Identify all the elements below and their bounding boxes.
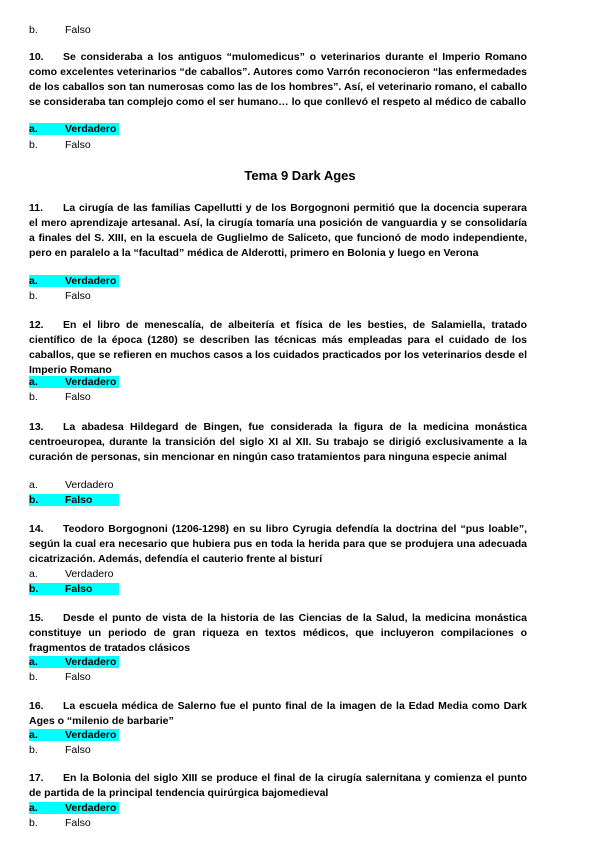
option-text: Verdadero: [65, 802, 117, 814]
question-16: [29, 699, 527, 729]
option-text: Falso: [65, 139, 91, 151]
answer-option-b: [29, 817, 91, 829]
option-text: Falso: [65, 391, 91, 403]
question-text: Se consideraba a los antiguos “mulomedicus” o veterinarios durante el Imperio Romano como excelentes veterinarios “de caballos”. Autores como Varrón reconocieron “las enfermedades de los caballos son tan numerosas como las de los hombres”. Así, el veterinario romano, el caballo se consideraba tan complejo como el ser humano… lo que conllevó el respeto al médico de caballo: [29, 51, 527, 108]
option-letter: b.: [29, 391, 38, 403]
option-letter: a.: [29, 376, 38, 388]
option-letter: a.: [29, 479, 38, 491]
option-letter: b.: [29, 817, 38, 829]
option-text: Falso: [65, 583, 93, 595]
answer-option-b-highlighted: [29, 583, 119, 595]
option-letter: b.: [29, 494, 39, 506]
option-text: Falso: [65, 671, 91, 683]
answer-option-a-highlighted: [29, 376, 119, 388]
answer-option-a-highlighted: [29, 729, 119, 741]
option-letter: a.: [29, 802, 38, 814]
answer-option-a-highlighted: [29, 656, 119, 668]
option-letter: b.: [29, 24, 38, 36]
option-text: Falso: [65, 744, 91, 756]
question-text: La cirugía de las familias Capellutti y de los Borgognoni permitió que la docencia superara el mero aprendizaje artesanal. Así, la cirugía tomaría una posición de vanguardia y se consolidaría a finales del S. XIII, en la escuela de Guglielmo de Saliceto, que funcionó de modo independiente, pero en paralelo a la “facultad” médica de Alderotti, primero en Bolonia y luego en Verona: [29, 202, 527, 259]
option-letter: b.: [29, 583, 39, 595]
answer-option-b: [29, 391, 91, 403]
option-letter: a.: [29, 568, 38, 580]
option-text: Verdadero: [65, 376, 117, 388]
option-letter: a.: [29, 729, 38, 741]
question-12: [29, 318, 527, 378]
question-text: Teodoro Borgognoni (1206-1298) en su libro Cyrugia defendía la doctrina del “pus loable”, según la cual era necesario que hubiera pus en toda la herida para que se produjera una adecuada cicatrización. Además, defendía el cauterio frente al bisturí: [29, 523, 527, 565]
option-text: Verdadero: [65, 656, 117, 668]
answer-option-b: [29, 744, 91, 756]
answer-option-b: [29, 290, 91, 302]
question-15: [29, 611, 527, 656]
question-10: [29, 50, 527, 110]
question-text: En el libro de menescalía, de albeitería et física de les besties, de Salamiella, tratado científico de la época (1280) se describen las técnicas más empleadas para el cuidado de los caballos, que se refieren en muchos casos a los cuidados practicados por los veterinarios desde el Imperio Romano: [29, 319, 527, 376]
option-text: Verdadero: [65, 479, 114, 491]
option-text: Verdadero: [65, 275, 117, 287]
option-letter: a.: [29, 123, 38, 135]
answer-option-a-highlighted: [29, 275, 119, 287]
option-text: Falso: [65, 817, 91, 829]
question-text: En la Bolonia del siglo XIII se produce el final de la cirugía salernitana y comienza el punto de partida de la principal tendencia quirúrgica bajomedieval: [29, 772, 527, 799]
question-13: [29, 420, 527, 465]
option-letter: b.: [29, 744, 38, 756]
answer-option-b: [29, 24, 91, 36]
question-text: Desde el punto de vista de la historia de las Ciencias de la Salud, la medicina monástica constituye un periodo de gran riqueza en textos médicos, que incluyeron compilaciones o fragmentos de tratados clásicos: [29, 612, 527, 654]
question-number: 11.: [29, 202, 44, 214]
question-11: [29, 201, 527, 261]
option-text: Verdadero: [65, 729, 117, 741]
question-number: 14.: [29, 523, 44, 535]
question-number: 17.: [29, 772, 44, 784]
answer-option-b: [29, 139, 91, 151]
option-text: Falso: [65, 24, 91, 36]
option-letter: b.: [29, 139, 38, 151]
question-text: La escuela médica de Salerno fue el punto final de la imagen de la Edad Media como Dark Ages o “milenio de barbarie”: [29, 700, 527, 727]
answer-option-a-highlighted: [29, 802, 119, 814]
option-letter: a.: [29, 275, 38, 287]
answer-option-a-highlighted: [29, 123, 119, 135]
option-letter: b.: [29, 671, 38, 683]
answer-option-b-highlighted: [29, 494, 119, 506]
question-number: 12.: [29, 319, 44, 331]
option-text: Verdadero: [65, 568, 114, 580]
answer-option-b: [29, 671, 91, 683]
question-number: 15.: [29, 612, 44, 624]
answer-option-a: [29, 479, 113, 491]
question-17: [29, 771, 527, 801]
answer-option-a: [29, 568, 113, 580]
option-letter: b.: [29, 290, 38, 302]
option-text: Verdadero: [65, 123, 117, 135]
option-letter: a.: [29, 656, 38, 668]
question-text: La abadesa Hildegard de Bingen, fue considerada la figura de la medicina monástica centroeuropea, durante la transición del siglo XI al XII. Su trabajo se dirigió exclusivamente a la curación de personas, sin mencionar en ningún caso tratamientos para ninguna especie animal: [29, 421, 527, 463]
option-text: Falso: [65, 494, 93, 506]
question-number: 13.: [29, 421, 44, 433]
question-14: [29, 522, 527, 567]
question-number: 10.: [29, 51, 44, 63]
option-text: Falso: [65, 290, 91, 302]
question-number: 16.: [29, 700, 44, 712]
section-title: Tema 9 Dark Ages: [244, 168, 356, 183]
